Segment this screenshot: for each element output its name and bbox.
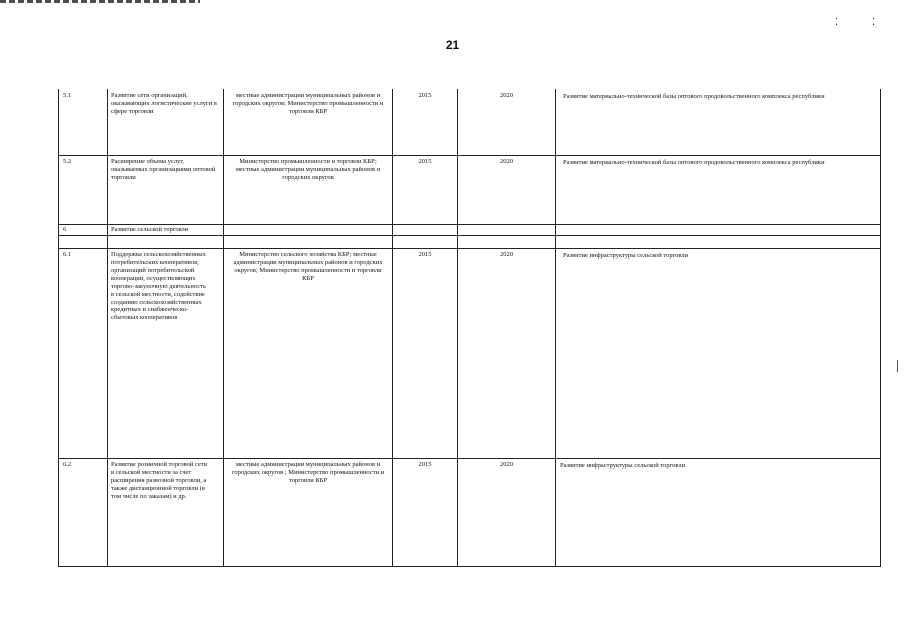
measure-name: Поддержка сельскохозяйственных потребительских кооперативов, организаций потребительской кооперации, осуществляющих торгово-закупочную деятельность в сельской местности, содействие созданию сельскохозяйственных кредитных и снабженческо-сбытовых кооперативов <box>111 251 206 322</box>
start-year: 2015 <box>418 92 432 99</box>
expected-result: Развитие инфраструктуры сельской торговли <box>560 462 686 469</box>
row-number: 6.1 <box>63 251 72 258</box>
row-number: 6.2 <box>63 461 72 468</box>
start-year: 2015 <box>418 158 432 165</box>
row-number: 6 <box>63 226 67 233</box>
start-year: 2015 <box>418 461 432 468</box>
expected-result: Развитие инфраструктуры сельской торговли <box>563 252 689 259</box>
section-title: Развитие сельской торговли <box>111 226 189 233</box>
end-year: 2020 <box>500 158 513 165</box>
scan-dots: ⁚ <box>872 17 876 28</box>
measure-name: Развитие розничной торговой сети в сельской местности за счет расширения развозной торговли, а также дистанционной торговли (в том числе по заказам) и др. <box>111 461 208 500</box>
executor: местные администрации муниципальных районов и городских округов ; Министерство промышленности и торговли КБР <box>231 461 385 484</box>
end-year: 2020 <box>500 92 513 99</box>
end-year: 2020 <box>500 461 513 468</box>
executor: Министерство промышленности и торговли КБР; местные администрации муниципальных районов и городских округов <box>235 158 381 181</box>
start-year: 2015 <box>418 251 432 258</box>
executor: местные администрации муниципальных районов и городских округов; Министерство промышленности и торговли КБР <box>232 92 384 115</box>
end-year: 2020 <box>500 251 513 258</box>
row-number: 5.2 <box>63 158 72 165</box>
expected-result: Развитие материально-технической базы оптового продовольственного комплекса республики <box>563 159 825 166</box>
row-number: 5.1 <box>63 92 72 99</box>
expected-result: Развитие материально-технической базы оптового продовольственного комплекса республики <box>563 93 825 100</box>
page-number: 21 <box>445 38 460 52</box>
measure-name: Расширение объема услуг, оказываемых организациями оптовой торговли <box>111 158 216 181</box>
executor: Министерство сельского хозяйства КБР; местные администрации муниципальных районов и городских округов; Министерство промышленности и торговли КБР <box>233 251 383 282</box>
measure-name: Развитие сети организаций, оказывающих логистические услуги в сфере торговли <box>111 92 217 115</box>
scan-dots: ⁚ <box>835 17 839 28</box>
